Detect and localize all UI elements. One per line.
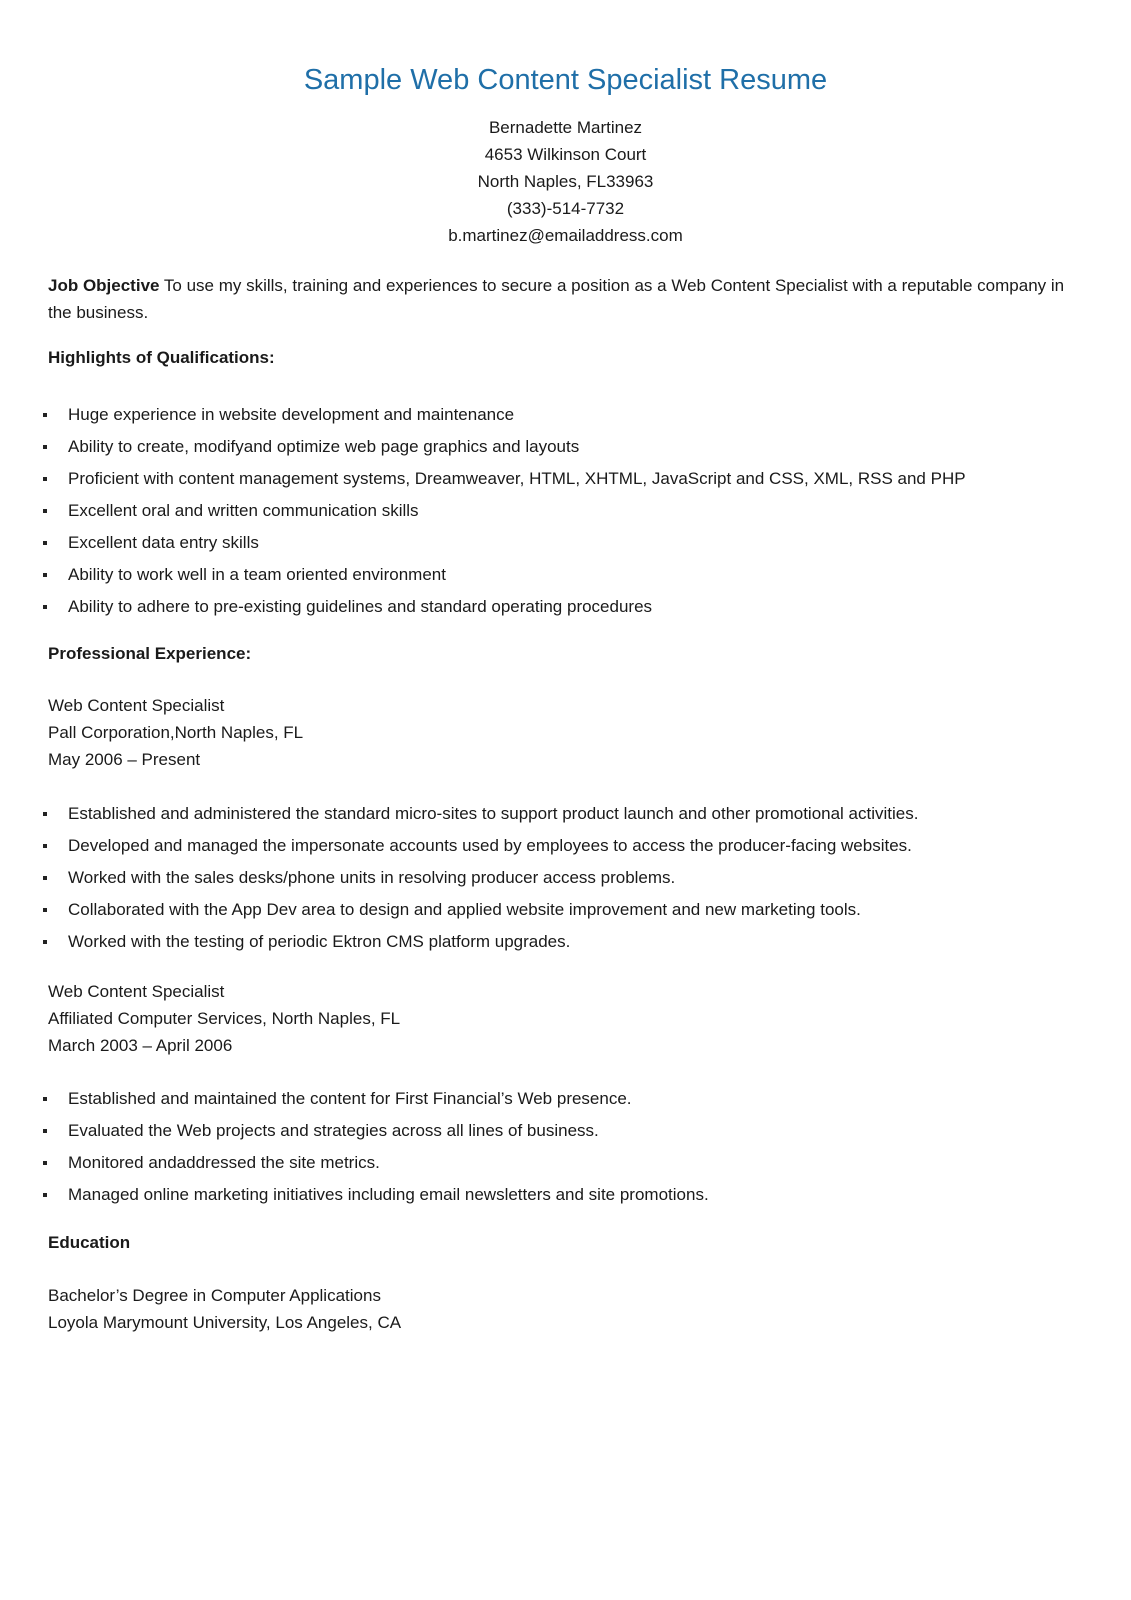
list-item: Ability to work well in a team oriented environment [48,559,1088,591]
education-degree: Bachelor’s Degree in Computer Applications [48,1286,381,1305]
list-item: Proficient with content management systems, Dreamweaver, HTML, XHTML, JavaScript and CSS, XML, RSS and PHP [48,463,1088,495]
bullet-icon [43,1129,47,1133]
job-dates: March 2003 – April 2006 [48,1036,233,1055]
job-objective [48,272,1088,326]
education-heading: Education [48,1233,131,1252]
job-dates: May 2006 – Present [48,750,201,769]
bullet-icon [43,509,47,513]
bullet-icon [43,541,47,545]
bullet-icon [43,445,47,449]
list-item: Ability to create, modifyand optimize web page graphics and layouts [48,431,1088,463]
list-item: Excellent data entry skills [48,527,1088,559]
job-title: Web Content Specialist [48,982,225,1001]
objective-text: To use my skills, training and experiences to secure a position as a Web Content Specialist with a reputable company in the business. [48,276,1065,322]
list-item: Collaborated with the App Dev area to design and applied website improvement and new marketing tools. [48,894,1088,926]
list-item: Monitored andaddressed the site metrics. [48,1147,1088,1179]
list-item: Ability to adhere to pre-existing guidelines and standard operating procedures [48,591,1088,623]
list-item: Huge experience in website development and maintenance [48,399,1088,431]
list-item: Worked with the sales desks/phone units in resolving producer access problems. [48,862,1088,894]
bullet-icon [43,413,47,417]
experience-heading: Professional Experience: [48,644,252,663]
bullet-icon [43,605,47,609]
highlights-heading: Highlights of Qualifications: [48,348,275,367]
job-1-bullets [48,798,1088,958]
list-item: Developed and managed the impersonate accounts used by employees to access the producer-facing websites. [48,830,1088,862]
job-title: Web Content Specialist [48,696,225,715]
bullet-icon [43,908,47,912]
bullet-icon [43,1161,47,1165]
bullet-icon [43,573,47,577]
contact-email: b.martinez@emailaddress.com [448,226,683,245]
page-title: Sample Web Content Specialist Resume [303,64,828,96]
job-2-bullets [48,1083,1088,1211]
list-item: Established and maintained the content for First Financial’s Web presence. [48,1083,1088,1115]
contact-city: North Naples, FL33963 [477,172,654,191]
list-item: Worked with the testing of periodic Ektron CMS platform upgrades. [48,926,1088,958]
contact-block [0,114,1131,249]
bullet-icon [43,940,47,944]
bullet-icon [43,876,47,880]
bullet-icon [43,1097,47,1101]
objective-label: Job Objective [48,276,160,295]
job-2-header [48,978,1088,1059]
job-company: Pall Corporation,North Naples, FL [48,723,304,742]
job-company: Affiliated Computer Services, North Naples, FL [48,1009,401,1028]
bullet-icon [43,812,47,816]
list-item: Evaluated the Web projects and strategies across all lines of business. [48,1115,1088,1147]
list-item: Excellent oral and written communication skills [48,495,1088,527]
job-1-header [48,692,1088,773]
list-item: Established and administered the standard micro-sites to support product launch and other promotional activities. [48,798,1088,830]
bullet-icon [43,477,47,481]
contact-street: 4653 Wilkinson Court [484,145,647,164]
bullet-icon [43,844,47,848]
education-block [48,1282,1088,1336]
bullet-icon [43,1193,47,1197]
list-item: Managed online marketing initiatives including email newsletters and site promotions. [48,1179,1088,1211]
education-school: Loyola Marymount University, Los Angeles, CA [48,1313,402,1332]
contact-phone: (333)-514-7732 [506,199,625,218]
contact-name: Bernadette Martinez [488,118,643,137]
highlights-list [48,399,1088,623]
